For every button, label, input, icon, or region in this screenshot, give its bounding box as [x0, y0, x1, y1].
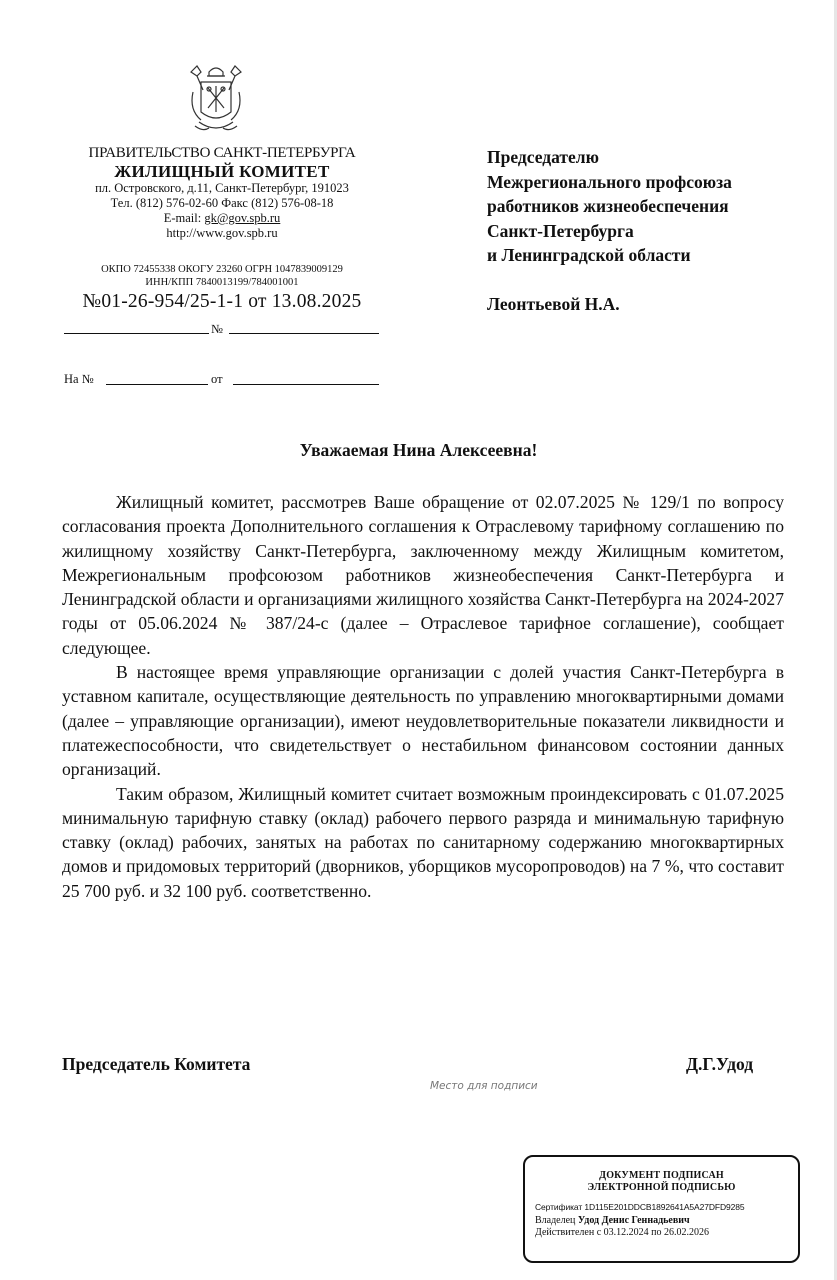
- addressee-line: Председателю: [487, 147, 599, 167]
- outgoing-number-line: [229, 333, 379, 334]
- letterhead: [62, 145, 382, 241]
- addressee-block: [487, 145, 807, 316]
- number-label: №: [211, 322, 223, 336]
- signature-placeholder: Место для подписи: [430, 1080, 538, 1092]
- codes-line-2: ИНН/КПП 7840013199/784001001: [145, 277, 299, 288]
- addressee-line: работников жизнеобеспечения: [487, 196, 729, 216]
- st-petersburg-coat-of-arms-icon: [183, 62, 249, 140]
- signer-position: Председатель Комитета: [62, 1054, 251, 1074]
- email-link[interactable]: gk@gov.spb.ru: [204, 211, 281, 225]
- addressee-line: Межрегионального профсоюза: [487, 171, 732, 192]
- stamp-certificate: Сертификат 1D115E201DDCB1892641A5A27DFD9285: [535, 1202, 745, 1212]
- reference-number-label: На №: [64, 372, 94, 386]
- committee-website[interactable]: http://www.gov.spb.ru: [166, 226, 278, 240]
- stamp-owner: [535, 1215, 798, 1226]
- committee-name: ЖИЛИЩНЫЙ КОМИТЕТ: [114, 162, 330, 181]
- codes-line-1: ОКПО 72455338 ОКОГУ 23260 ОГРН 1047839009129: [101, 264, 343, 275]
- electronic-signature-stamp: [523, 1155, 800, 1263]
- email-label: E-mail:: [163, 211, 205, 225]
- signer-name: Д.Г.Удод: [686, 1054, 754, 1074]
- government-name: ПРАВИТЕЛЬСТВО САНКТ-ПЕТЕРБУРГА: [88, 145, 356, 161]
- addressee-name: Леонтьевой Н.А.: [487, 293, 620, 314]
- committee-email-line: [62, 211, 382, 226]
- organization-codes: [62, 263, 382, 289]
- addressee-line: Санкт-Петербурга: [487, 220, 634, 241]
- stamp-title-line-1: ДОКУМЕНТ ПОДПИСАН: [599, 1170, 724, 1181]
- committee-phones: Тел. (812) 576-02-60 Факс (812) 576-08-18: [110, 196, 334, 210]
- body-paragraph: Таким образом, Жилищный комитет считает возможным проиндексировать с 01.07.2025 минимальную тарифную ставку (оклад) рабочего первого разряда и минимальную тарифную ставку (оклад) рабочих, занятых на работах по санитарному содержанию многоквартирных домов и придомовых территорий (дворников, уборщиков мусоропроводов) на 7 %, что составит 25 700 руб. и 32 100 руб. соответственно.: [62, 783, 784, 901]
- body-paragraph: В настоящее время управляющие организации с долей участия Санкт-Петербурга в уставном капитале, осуществляющие деятельность по управлению многоквартирными домами (далее – управляющие организации), имеют неудовлетворительные показатели ликвидности и платежеспособности, что свидетельствует о нестабильном финансовом состоянии данных организаций.: [62, 662, 784, 780]
- letter-body: [62, 490, 784, 903]
- body-paragraph: Жилищный комитет, рассмотрев Ваше обращение от 02.07.2025 № 129/1 по вопросу согласования проекта Дополнительного соглашения к Отраслевому тарифному соглашению по жилищному хозяйству Санкт-Петербурга, заключенному между Жилищным комитетом, Межрегиональным профсоюзом работников жизнеобеспечения Санкт-Петербурга и Ленинградской области и организациями жилищного хозяйства Санкт-Петербурга на 2024-2027 годы от 05.06.2024 № 387/24-с (далее – Отраслевое тарифное соглашение), сообщает следующее.: [62, 492, 784, 658]
- stamp-title-line-2: ЭЛЕКТРОННОЙ ПОДПИСЬЮ: [587, 1182, 736, 1193]
- registration-number: №01-26-954/25-1-1 от 13.08.2025: [82, 291, 362, 312]
- reference-date-line: [233, 384, 379, 385]
- reference-number-line: [106, 384, 208, 385]
- reference-from-label: от: [211, 372, 223, 386]
- committee-address: пл. Островского, д.11, Санкт-Петербург, 191023: [95, 181, 349, 195]
- addressee-line: и Ленинградской области: [487, 245, 691, 265]
- outgoing-date-line: [64, 333, 209, 334]
- stamp-validity: Действителен с 03.12.2024 по 26.02.2026: [535, 1227, 709, 1238]
- salutation: Уважаемая Нина Алексеевна!: [299, 440, 538, 460]
- stamp-owner-label: Владелец: [535, 1215, 578, 1226]
- stamp-owner-name: Удод Денис Геннадьевич: [577, 1215, 690, 1226]
- stamp-title: [525, 1170, 798, 1194]
